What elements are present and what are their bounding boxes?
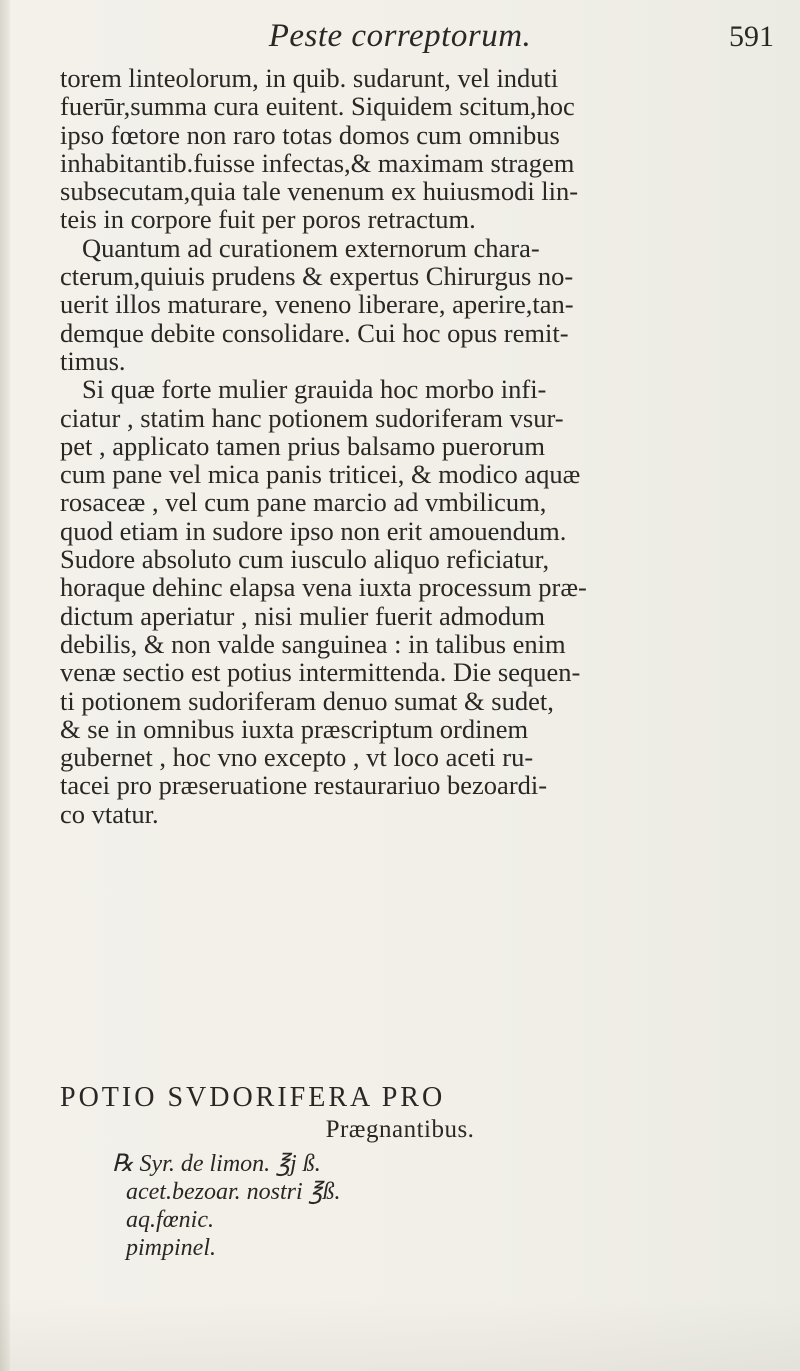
- text-line: Sudore absoluto cum iusculo aliquo reficiatur,: [60, 544, 550, 575]
- text-line: ti potionem sudoriferam denuo sumat & sudet,: [60, 685, 554, 716]
- text-line: inhabitantib.fuisse infectas,& maximam stragem: [60, 147, 575, 178]
- text-line: uerit illos maturare, veneno liberare, aperire,tan-: [60, 289, 574, 320]
- text-line: ipso fœtore non raro totas domos cum omnibus: [60, 119, 560, 150]
- text-line: & se in omnibus iuxta præscriptum ordinem: [60, 713, 529, 744]
- recipe-line: acet.bezoar. nostri ℥ß.: [126, 1179, 341, 1205]
- running-head: [0, 18, 800, 62]
- text-line: timus.: [60, 345, 126, 376]
- text-line: horaque dehinc elapsa vena iuxta processum præ-: [60, 572, 587, 603]
- text-line: debilis, & non valde sanguinea : in talibus enim: [60, 628, 566, 659]
- text-line: demque debite consolidare. Cui hoc opus remit-: [60, 317, 569, 348]
- text-line: Si quæ forte mulier grauida hoc morbo infi-: [82, 374, 547, 405]
- recipe-line: aq.fœnic.: [126, 1207, 214, 1233]
- text-line: ciatur , statim hanc potionem sudoriferam vsur-: [60, 402, 564, 433]
- text-line: rosaceæ , vel cum pane marcio ad vmbilicum,: [60, 487, 547, 518]
- page-gutter-edge: [0, 0, 10, 1371]
- text-line: Quantum ad curationem externorum chara-: [82, 232, 540, 263]
- section-heading: POTIO SVDORIFERA PRO: [60, 1082, 446, 1113]
- recipe-list: [112, 1150, 712, 1262]
- text-line: venæ sectio est potius intermittenda. Die sequen-: [60, 657, 581, 688]
- page-bottom-shadow: [0, 1300, 800, 1371]
- text-line: quod etiam in sudore ipso non erit amouendum.: [60, 515, 567, 546]
- recipe-line: ℞ Syr. de limon. ℥j ß.: [112, 1151, 321, 1177]
- text-line: cterum,quiuis prudens & expertus Chirurgus no-: [60, 261, 574, 292]
- text-line: subsecutam,quia tale venenum ex huiusmodi lin-: [60, 176, 579, 207]
- text-line: pet , applicato tamen prius balsamo puerorum: [60, 430, 545, 461]
- recipe-line: pimpinel.: [126, 1235, 216, 1261]
- text-line: tacei pro præseruatione restaurariuo bezoardi-: [60, 770, 548, 801]
- text-line: teis in corpore fuit per poros retractum.: [60, 204, 476, 235]
- body-text: [60, 64, 770, 828]
- text-line: co vtatur.: [60, 798, 159, 829]
- running-title: Peste correptorum.: [268, 18, 532, 54]
- section-subheading: Prægnantibus.: [325, 1116, 475, 1143]
- text-line: cum pane vel mica panis triticei, & modico aquæ: [60, 459, 581, 490]
- text-line: gubernet , hoc vno excepto , vt loco aceti ru-: [60, 742, 534, 773]
- text-line: fuerūr,summa cura euitent. Siquidem scitum,hoc: [60, 91, 575, 122]
- page-number: 591: [729, 20, 774, 53]
- text-line: dictum aperiatur , nisi mulier fuerit admodum: [60, 600, 545, 631]
- text-line: torem linteolorum, in quib. sudarunt, vel induti: [60, 63, 559, 93]
